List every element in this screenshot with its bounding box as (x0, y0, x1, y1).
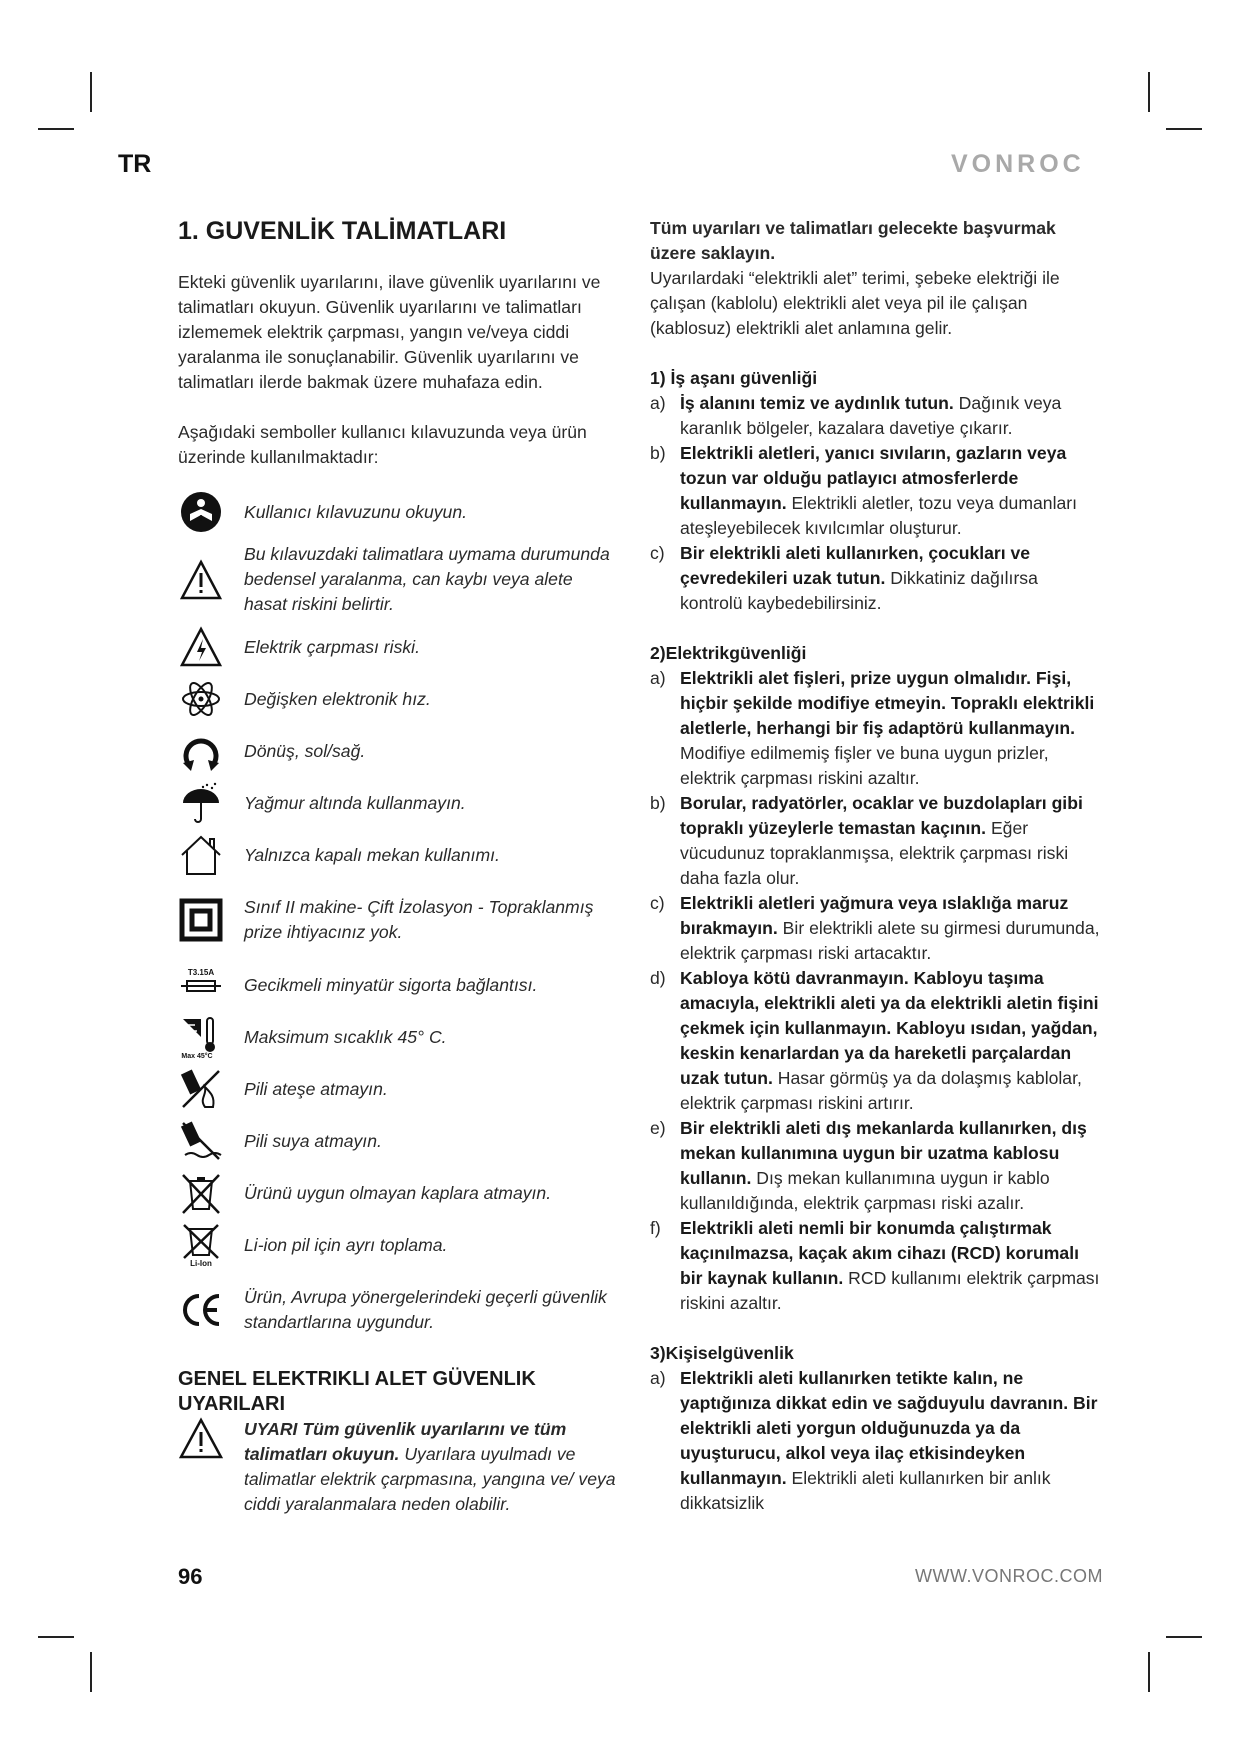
crop-mark (1166, 1636, 1202, 1638)
section-heading: 3)Kişiselgüvenlik (650, 1343, 794, 1363)
max-temperature-label: Max 45°C (181, 1053, 213, 1059)
list-item (650, 1116, 1102, 1216)
symbols-intro: Aşağıdaki semboller kullanıcı kılavuzunda veya ürün üzerinde kullanılmaktadır: (178, 422, 587, 467)
ce-mark-icon (178, 1288, 224, 1332)
work-area-safety-section (650, 366, 1102, 616)
general-warning (178, 1417, 618, 1517)
general-warning-text (244, 1417, 618, 1517)
list-item (650, 1366, 1102, 1516)
item-label: c) (650, 543, 665, 563)
symbol-list (178, 490, 618, 1345)
general-warnings-heading: GENEL ELEKTRIKLI ALET GÜVENLIK UYARILARI (178, 1368, 536, 1415)
symbol-text: Kullanıcı kılavuzunu okuyun. (244, 501, 467, 522)
item-bold: Bir elektrikli aleti kullanırken, çocukları ve çevredekileri uzak tutun. (680, 543, 1031, 588)
item-text: Modifiye edilmemiş fişler ve buna uygun prizler, elektrik çarpması riskini azaltır. (680, 743, 1049, 788)
symbol-text: Bu kılavuzdaki talimatlara uymama durumunda bedensel yaralanma, can kaybı veya alete hasat riskini belirtir. (244, 544, 610, 614)
item-label: a) (650, 668, 666, 688)
symbol-item (178, 1171, 618, 1215)
electric-shock-icon (178, 625, 224, 669)
electronic-speed-icon (178, 677, 224, 721)
item-text: Dış mekan kullanımına uygun ir kablo kullanıldığında, elektrik çarpması riski azalır. (680, 1168, 1050, 1213)
crop-mark (38, 128, 74, 130)
keep-instructions-bold: Tüm uyarıları ve talimatları gelecekte başvurmak üzere saklayın. (650, 218, 1056, 263)
list-item (650, 791, 1102, 891)
symbol-item (178, 1015, 618, 1059)
symbol-item (178, 729, 618, 773)
item-text: Hasar görmüş ya da dolaşmış kablolar, elektrik çarpması riskini artırır. (680, 1068, 1082, 1113)
liion-label: Li-Ion (190, 1259, 212, 1267)
crop-mark (90, 72, 92, 112)
battery-fire-icon (178, 1067, 224, 1111)
indoor-house-icon (178, 833, 224, 877)
item-bold: Elektrikli aletleri yağmura veya ıslaklığa maruz bırakmayın. (680, 893, 1069, 938)
item-text: Dağınık veya karanlık bölgeler, kazalara davetiye çıkarır. (680, 393, 1062, 438)
symbol-text: Li-ion pil için ayrı toplama. (244, 1234, 448, 1255)
item-body (680, 1366, 1102, 1516)
class-ii-icon (178, 898, 224, 942)
list-item (650, 441, 1102, 541)
crop-mark (1148, 1652, 1150, 1692)
symbol-text: Maksimum sıcaklık 45° C. (244, 1026, 447, 1047)
symbol-item (178, 542, 618, 617)
general-warning-body: Uyarılara uyulmadı ve talimatlar elektrik çarpmasına, yangına ve/ veya ciddi yaralanmalara neden olabilir. (244, 1444, 616, 1514)
item-bold: Borular, radyatörler, ocaklar ve buzdolapları gibi topraklı yüzeylerle temastan kaçının. (680, 793, 1083, 838)
electrical-safety-section (650, 641, 1102, 1316)
symbol-item (178, 1067, 618, 1111)
section-heading: 1) İş aşanı güvenliği (650, 368, 818, 388)
symbol-text: Sınıf II makine- Çift İzolasyon - Topraklanmış prize ihtiyacınız yok. (244, 897, 594, 942)
intro-paragraph: Ekteki güvenlik uyarılarını, ilave güvenlik uyarılarını ve talimatları okuyun. Güvenlik uyarılarını ve talimatları izlememek elektrik çarpması, yangın ve/veya ciddi yaralanma ile sonuçlanabilir. Güvenlik uyarılarını ve talimatları ilerde bakmak üzere muhafaza edin. (178, 272, 601, 392)
symbol-item (178, 1119, 618, 1163)
symbol-text: Yağmur altında kullanmayın. (244, 792, 466, 813)
list-item (650, 391, 1102, 441)
item-text: Dikkatiniz dağılırsa kontrolü kaybedebilirsiniz. (680, 568, 1038, 613)
item-label: a) (650, 1368, 666, 1388)
crop-mark (38, 1636, 74, 1638)
crop-mark (1166, 128, 1202, 130)
personal-safety-section (650, 1341, 1102, 1516)
symbol-item (178, 833, 618, 877)
item-bold: Bir elektrikli aleti dış mekanlarda kullanırken, dış mekan kullanımına uygun bir uzatma kablosu kullanın. (680, 1118, 1087, 1188)
item-body (680, 791, 1102, 891)
item-label: b) (650, 793, 666, 813)
item-text: RCD kullanımı elektrik çarpması riskini azaltır. (680, 1268, 1100, 1313)
item-body (680, 541, 1102, 616)
symbol-item (178, 677, 618, 721)
symbol-text: Gecikmeli minyatür sigorta bağlantısı. (244, 974, 538, 995)
item-bold: Elektrikli aletleri, yanıcı sıvıların, gazların veya tozun var olduğu patlayıcı atmosferlerde kullanmayın. (680, 443, 1067, 513)
item-label: e) (650, 1118, 666, 1138)
item-bold: Kabloya kötü davranmayın. Kabloyu taşıma amacıyla, elektrikli aleti ya da elektrikli aletin fişini çekmek için kullanmayın. Kabloyu ısıdan, yağdan, keskin kenarlardan ya da hareketli parçalardan uzak tutun. (680, 968, 1099, 1088)
symbol-item (178, 963, 618, 1007)
right-column (650, 216, 1102, 1516)
warning-triangle-icon (178, 1417, 224, 1468)
item-bold: İş alanını temiz ve aydınlık tutun. (680, 393, 954, 413)
item-text: Elektrikli aletler, tozu veya dumanları ateşleyebilecek kıvılcımlar oluşturur. (680, 493, 1078, 538)
item-text: Bir elektrikli alete su girmesi durumunda, elektrik çarpması riski artacaktır. (680, 918, 1100, 963)
general-warning-bold: UYARI Tüm güvenlik uyarılarını ve tüm talimatları okuyun. (244, 1419, 567, 1464)
item-body (680, 891, 1102, 966)
fuse-rating-label: T3.15A (187, 968, 215, 977)
rotation-icon (178, 729, 224, 773)
item-body (680, 666, 1102, 791)
symbol-item (178, 885, 618, 955)
read-manual-icon (178, 490, 224, 534)
item-label: b) (650, 443, 666, 463)
item-text: Eğer vücudunuz topraklanmışsa, elektrik çarpması riski daha fazla olur. (680, 818, 1069, 888)
item-bold: Elektrikli alet fişleri, prize uygun olmalıdır. Fişi, hiçbir şekilde modifiye etmeyin. Topraklı elektrikli aletlerle, herhangi bir fiş adaptörü kullanmayın. (680, 668, 1095, 738)
list-item (650, 966, 1102, 1116)
list-item (650, 666, 1102, 791)
item-label: c) (650, 893, 665, 913)
symbol-text: Pili ateşe atmayın. (244, 1078, 388, 1099)
section-heading: 2)Elektrikgüvenliği (650, 643, 807, 663)
list-item (650, 891, 1102, 966)
left-column (178, 216, 618, 1517)
section-title: 1. GUVENLİK TALİMATLARI (178, 217, 507, 245)
symbol-text: Yalnızca kapalı mekan kullanımı. (244, 844, 500, 865)
battery-water-icon (178, 1119, 224, 1163)
power-tool-definition: Uyarılardaki “elektrikli alet” terimi, şebeke elektriği ile çalışan (kablolu) elektrikli alet veya pil ile çalışan (kablosuz) elektrikli alet anlamına gelir. (650, 268, 1060, 338)
language-code: TR (118, 150, 152, 178)
list-item (650, 1216, 1102, 1316)
symbol-item (178, 625, 618, 669)
brand-logo: VONROC (951, 150, 1085, 178)
item-label: a) (650, 393, 666, 413)
crossed-bin-icon (178, 1171, 224, 1215)
item-label: d) (650, 968, 666, 988)
list-item (650, 541, 1102, 616)
item-body (680, 391, 1102, 441)
item-body (680, 441, 1102, 541)
symbol-text: Dönüş, sol/sağ. (244, 740, 366, 761)
symbol-text: Ürün, Avrupa yönergelerindeki geçerli güvenlik standartlarına uygundur. (244, 1287, 607, 1332)
item-bold: Elektrikli aleti nemli bir konumda çalıştırmak kaçınılmazsa, kaçak akım cihazı (RCD) korumalı bir kaynak kullanın. (680, 1218, 1079, 1288)
symbol-item (178, 1275, 618, 1345)
crop-mark (90, 1652, 92, 1692)
thermometer-icon (178, 1015, 224, 1059)
item-text: Elektrikli aleti kullanırken bir anlık dikkatsizlik (680, 1468, 1051, 1513)
item-bold: Elektrikli aleti kullanırken tetikte kalın, ne yaptığınıza dikkat edin ve sağduyulu davranın. Bir elektrikli aleti yorgun olduğunuzda ya da uyuşturucu, alkol veya ilaç etkisindeyken kullanmayın. (680, 1368, 1098, 1488)
item-body (680, 966, 1102, 1116)
warning-triangle-icon (178, 558, 224, 602)
website-url: WWW.VONROC.COM (915, 1566, 1103, 1586)
symbol-item (178, 1223, 618, 1267)
item-body (680, 1116, 1102, 1216)
liion-bin-icon (178, 1223, 224, 1267)
item-body (680, 1216, 1102, 1316)
symbol-text: Elektrik çarpması riski. (244, 636, 420, 657)
symbol-text: Ürünü uygun olmayan kaplara atmayın. (244, 1182, 552, 1203)
item-label: f) (650, 1218, 661, 1238)
page-number: 96 (178, 1564, 203, 1589)
symbol-text: Pili suya atmayın. (244, 1130, 382, 1151)
symbol-item (178, 490, 618, 534)
fuse-icon (178, 963, 224, 1007)
symbol-text: Değişken elektronik hız. (244, 688, 431, 709)
rain-umbrella-icon (178, 781, 224, 825)
symbol-item (178, 781, 618, 825)
crop-mark (1148, 72, 1150, 112)
